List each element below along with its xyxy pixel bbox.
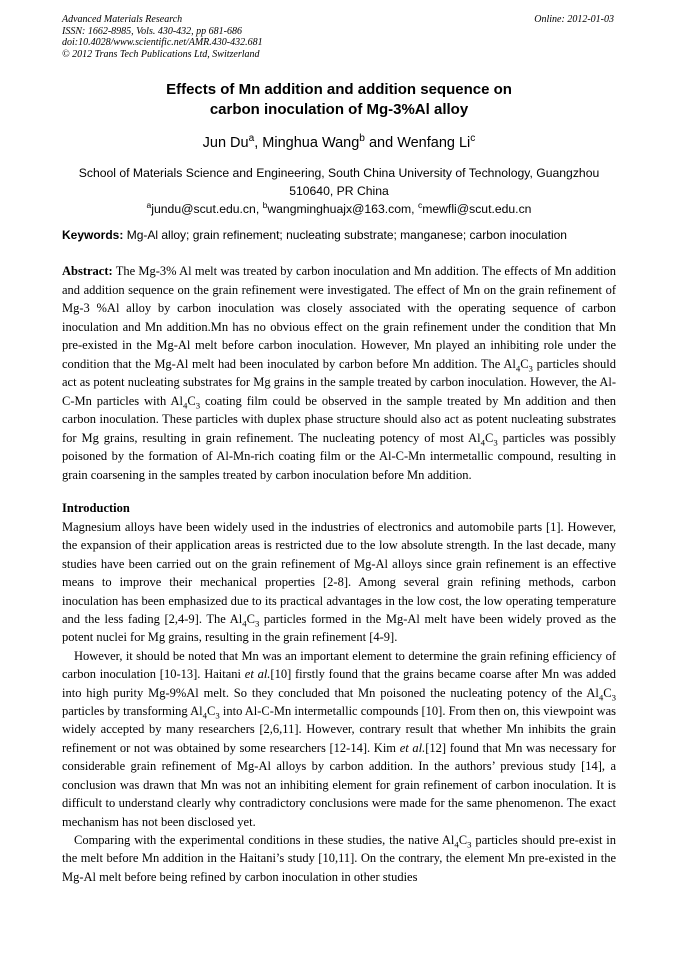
author-name: Minghua Wang: [262, 135, 360, 151]
italic-text: et al.: [244, 667, 271, 682]
introduction-body: [62, 518, 616, 886]
subscript: 4: [515, 363, 521, 373]
email-separator: ,: [255, 202, 263, 216]
author-mark: a: [248, 133, 255, 145]
keywords-label: Keywords:: [62, 228, 124, 242]
subscript: 3: [528, 363, 533, 373]
subscript: 4: [202, 710, 208, 721]
paragraph: Comparing with the experimental conditions in these studies, the native $Al_4C_3$ particles should pre-exist in the melt before Mn addition in the Haitani’s study [10,11]. On the contrary, the element Mn pre-existed in the Mg-Al melt before being refined by carbon inoculation in other studies: [62, 832, 616, 884]
author-separator: and: [364, 135, 398, 151]
journal-header: [62, 14, 263, 60]
italic-text: et al.: [399, 740, 426, 755]
subscript: 3: [467, 839, 472, 850]
subscript: 4: [242, 618, 247, 629]
subscript: 3: [493, 437, 498, 447]
email-address: wangminghuajx@163.com: [267, 202, 412, 216]
subscript: 3: [195, 400, 201, 410]
title-line-1: Effects of Mn addition and addition sequence on: [166, 81, 512, 98]
subscript: 4: [598, 692, 604, 703]
copyright-line: © 2012 Trans Tech Publications Ltd, Switzerland: [62, 48, 260, 60]
subscript: 4: [454, 839, 459, 850]
author-emails: [62, 200, 616, 218]
author-mark: b: [359, 133, 365, 145]
abstract-text: The Mg-3% Al melt was treated by carbon inoculation and Mn addition. The effects of Mn addition and addition sequence on the grain refinement were investigated. The effect of Mn on the grain refinement of Mg-3 %Al alloy by carbon inoculation was closely associated with the operating sequence of carbon inoculation and Mn addition.Mn has no obvious effect on the grain refinement under the condition that Mn pre-existed in the Mg-Al melt before carbon inoculation. However, Mn played an inhibiting role under the condition that the Mg-Al melt had been inoculated by carbon before Mn addition. The $Al_4C_3$ particles should act as potent nucleating substrates for Mg grains in the sample treated by carbon inoculation. However, the Al-C-Mn particles with $Al_4C_3$ coating film could be observed in the sample treated by Mn addition and then carbon inoculation. These particles with duplex phase structure should also act as potent nucleating substrates for Mg grains, resulting in grain refinement. The nucleating potency of most $Al_4C_3$ particles was possibly poisoned by the formation of Al-Mn-rich coating film or the Al-C-Mn intermetallic compound, resulting in grain coarsening in the samples treated by carbon inoculation before Mn addition.: [62, 264, 616, 482]
subscript: 3: [611, 692, 616, 703]
abstract-label: Abstract:: [62, 264, 113, 278]
section-heading-introduction: Introduction: [62, 501, 130, 515]
subscript: 4: [182, 400, 188, 410]
affiliation: [62, 164, 616, 218]
email-mark: b: [262, 199, 268, 210]
affiliation-line-1: School of Materials Science and Engineering, South China University of Technology, Guangzhou: [78, 166, 600, 180]
affiliation-line-2: 510640, PR China: [289, 184, 389, 198]
email-address: jundu@scut.edu.cn: [151, 202, 256, 216]
doi-line: doi:10.4028/www.scientific.net/AMR.430-432.681: [62, 37, 263, 48]
author-name: Jun Du: [202, 135, 249, 151]
email-separator: ,: [411, 202, 418, 216]
subscript: 4: [480, 437, 485, 447]
journal-name: Advanced Materials Research: [62, 14, 183, 25]
email-address: mewfli@scut.edu.cn: [422, 202, 532, 216]
title-line-2: carbon inoculation of Mg-3%Al alloy: [209, 101, 469, 118]
issn-line: ISSN: 1662-8985, Vols. 430-432, pp 681-686: [62, 25, 242, 37]
paragraph: However, it should be noted that Mn was an important element to determine the grain refining efficiency of carbon inoculation [10-13]. Haitani et al.[10] firstly found that the grains became coarse after Mn was added into high purity Mg-9%Al melt. So they concluded that Mn poisoned the nucleating potency of the $Al_4C_3$ particles by transforming $Al_4C_3$ into Al-C-Mn intermetallic compounds [10]. From then on, this viewpoint was widely accepted by many researchers [2,6,11]. However, contrary result that whether Mn inhibits the grain refinement or not was obtained by some researchers [12-14]. Kim et al.[12] found that Mn was necessary for considerable grain refinement of Mg-Al alloys by carbon addition. In the authors’ previous study [14], a conclusion was drawn that Mn was not an inhibiting element for grain refinement of carbon inoculation. It is difficult to understand clearly why contradictory conclusions were made for the same phenomenon. The exact mechanism has not been disclosed yet.: [62, 648, 617, 829]
subscript: 3: [215, 710, 220, 721]
author-list: [62, 134, 616, 152]
keywords: [62, 227, 616, 243]
keywords-text: Mg-Al alloy; grain refinement; nucleating substrate; manganese; carbon inoculation: [126, 228, 567, 242]
author-mark: c: [470, 133, 476, 145]
paragraph: Magnesium alloys have been widely used in the industries of electronics and automobile parts [1]. However, the expansion of their application areas is restricted due to the low absolute strength. In the last decade, many studies have been carried out on the grain refinement of Mg-Al alloys since grain refinement is an effective means to improve their mechanical properties [2-8]. Among several grain refining methods, carbon inoculation has been emphasized due to its practical advantages in the low cost, the low operating temperature and the less fading [2,4-9]. The $Al_4C_3$ particles formed in the Mg-Al melt have been widely proved as the potent nuclei for Mg grains, resulting in the grain refinement [4-9].: [62, 520, 616, 645]
email-mark: a: [146, 199, 152, 210]
subscript: 3: [254, 618, 260, 629]
author-separator: ,: [254, 135, 263, 151]
author-name: Wenfang Li: [397, 135, 471, 151]
paper-title: [62, 80, 616, 120]
abstract: [62, 262, 616, 484]
email-mark: c: [417, 199, 423, 210]
online-date: Online: 2012-01-03: [534, 14, 614, 25]
